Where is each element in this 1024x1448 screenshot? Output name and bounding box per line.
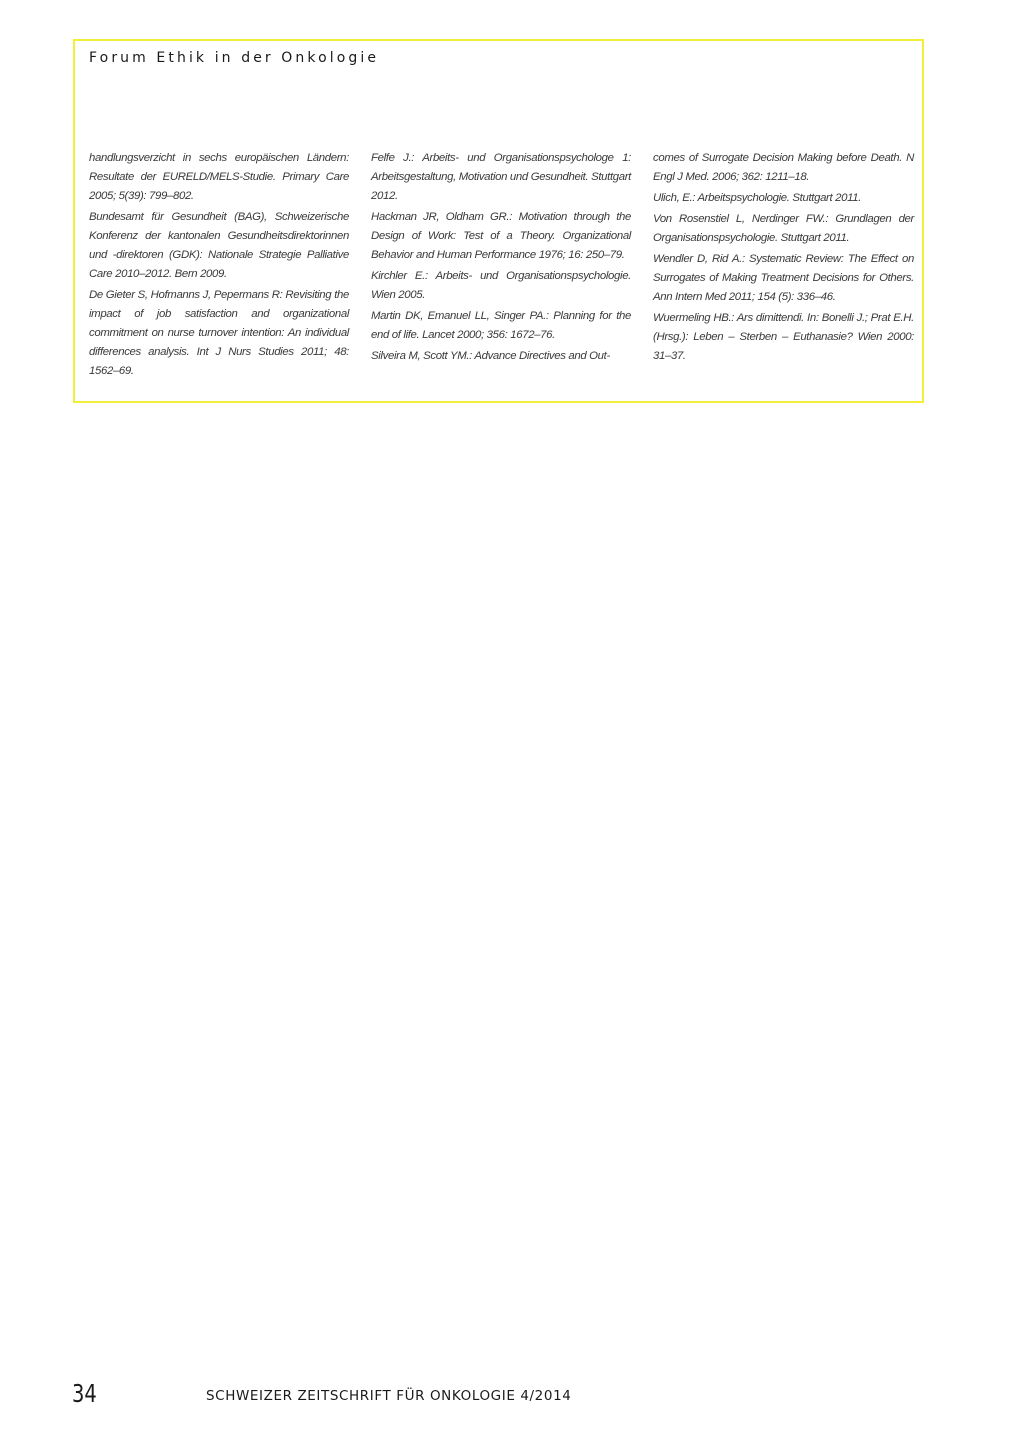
reference-item: Bundesamt für Gesundheit (BAG), Schweizerische Konferenz der kantonalen Gesundheitsdirektorinnen und -direktoren (GDK): Nationale Strategie Palliative Care 2010–2012. Bern 2009. [89,211,349,280]
reference-item: Martin DK, Emanuel LL, Singer PA.: Planning for the end of life. Lancet 2000; 356: 1672–76. [371,310,631,341]
reference-column-1 [89,149,349,383]
reference-column-2 [371,149,631,368]
reference-item: handlungsverzicht in sechs europäischen Ländern: Resultate der EURELD/MELS-Studie. Primary Care 2005; 5(39): 799–802. [89,152,349,202]
reference-item: Wuermeling HB.: Ars dimittendi. In: Bonelli J.; Prat E.H. (Hrsg.): Leben – Sterben – Euthanasie? Wien 2000: 31–37. [653,312,914,362]
reference-item: Hackman JR, Oldham GR.: Motivation through the Design of Work: Test of a Theory. Organizational Behavior and Human Performance 1976; 16: 250–79. [371,211,631,261]
reference-item: De Gieter S, Hofmanns J, Pepermans R: Revisiting the impact of job satisfaction and organizational commitment on nurse turnover intention: An individual differences analysis. Int J Nurs Studies 2011; 48: 1562–69. [89,289,349,377]
reference-item: Von Rosenstiel L, Nerdinger FW.: Grundlagen der Organisationspsychologie. Stuttgart 2011. [653,213,914,244]
reference-column-3 [653,149,914,368]
section-title: Forum Ethik in der Onkologie [89,50,380,66]
reference-item: Silveira M, Scott YM.: Advance Directives and Out- [371,350,610,362]
references-box [73,39,924,403]
reference-item: Kirchler E.: Arbeits- und Organisationspsychologie. Wien 2005. [371,270,631,301]
reference-item: Ulich, E.: Arbeitspsychologie. Stuttgart 2011. [653,192,862,204]
page-number: 34 [72,1379,97,1408]
journal-title: SCHWEIZER ZEITSCHRIFT FÜR ONKOLOGIE 4/2014 [206,1388,572,1404]
reference-item: comes of Surrogate Decision Making before Death. N Engl J Med. 2006; 362: 1211–18. [653,152,914,183]
reference-item: Wendler D, Rid A.: Systematic Review: The Effect on Surrogates of Making Treatment Decisions for Others. Ann Intern Med 2011; 154 (5): 336–46. [653,253,914,303]
reference-item: Felfe J.: Arbeits- und Organisationspsychologe 1: Arbeitsgestaltung, Motivation und Gesundheit. Stuttgart 2012. [371,152,631,202]
